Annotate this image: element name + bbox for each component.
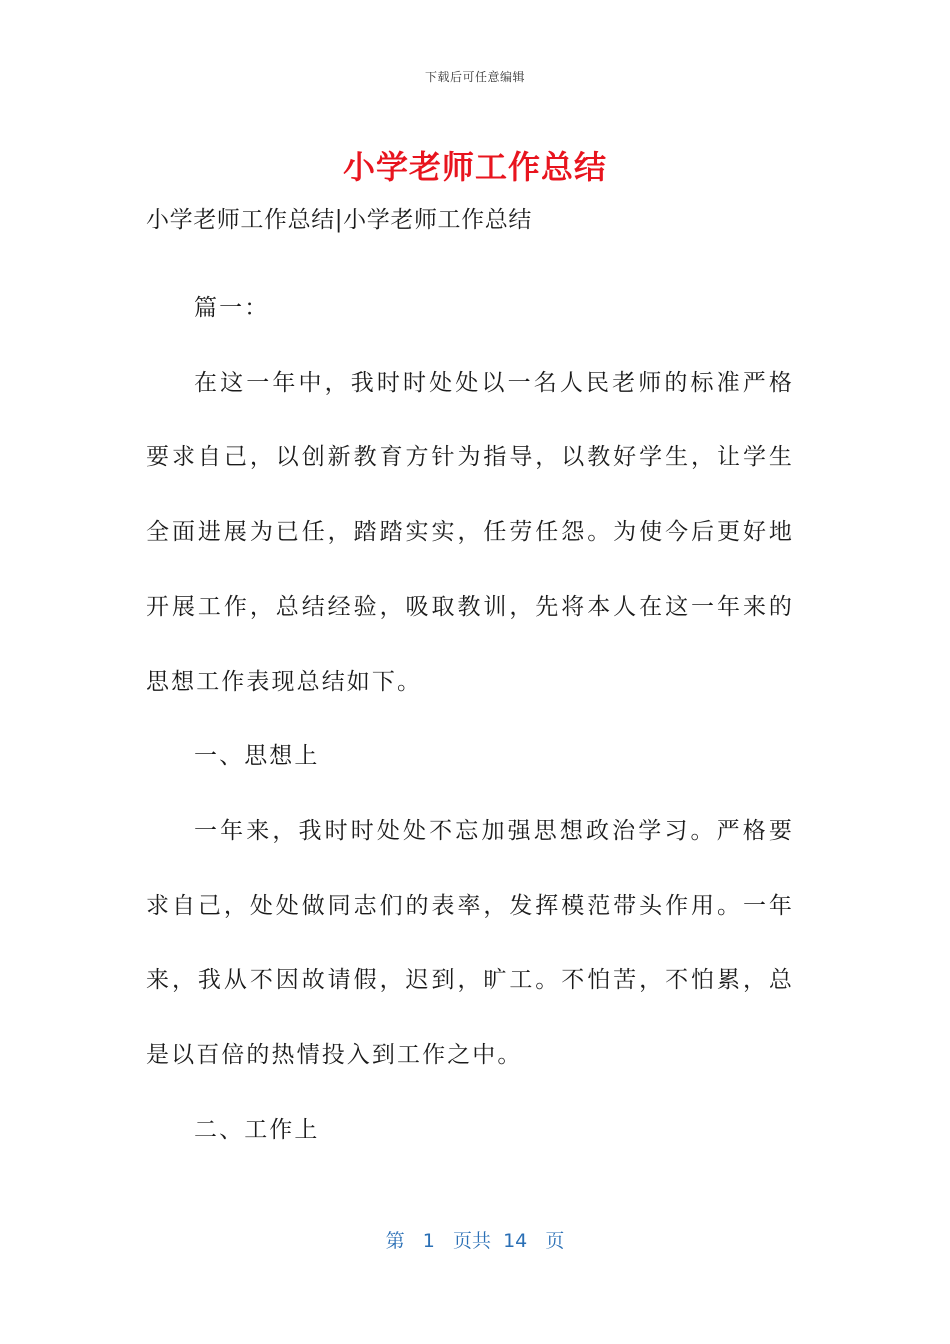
paragraph-intro: 在这一年中，我时时处处以一名人民老师的标准严格要求自己，以创新教育方针为指导，以教好学生，让学生全面进展为已任，踏踏实实，任劳任怨。为使今后更好地开展工作，总结经验，吸取教训，先将本人在这一年来的思想工作表现总结如下。 — [146, 369, 794, 695]
footer-current-page: 1 — [422, 1230, 435, 1252]
footer-total-pages: 14 — [503, 1230, 528, 1252]
paragraph-section-label: 篇一： — [194, 295, 270, 321]
document-title: 小学老师工作总结 — [342, 148, 607, 186]
paragraph-thought: 一年来，我时时处处不忘加强思想政治学习。严格要求自己，处处做同志们的表率，发挥模范带头作用。一年来，我从不因故请假，迟到，旷工。不怕苦，不怕累，总是以百倍的热情投入到工作之中。 — [146, 817, 794, 1069]
document-body — [146, 194, 794, 1167]
heading-work: 二、工作上 — [194, 1116, 320, 1143]
heading-thought: 一、思想上 — [194, 743, 320, 770]
footer-label-end: 页 — [545, 1230, 565, 1252]
footer-label-of: 页共 — [452, 1230, 491, 1252]
footer-label-page: 第 — [385, 1230, 405, 1252]
header-note: 下载后可任意编辑 — [424, 70, 525, 84]
document-subtitle: 小学老师工作总结|小学老师工作总结 — [146, 207, 532, 233]
page-footer — [0, 1226, 950, 1253]
